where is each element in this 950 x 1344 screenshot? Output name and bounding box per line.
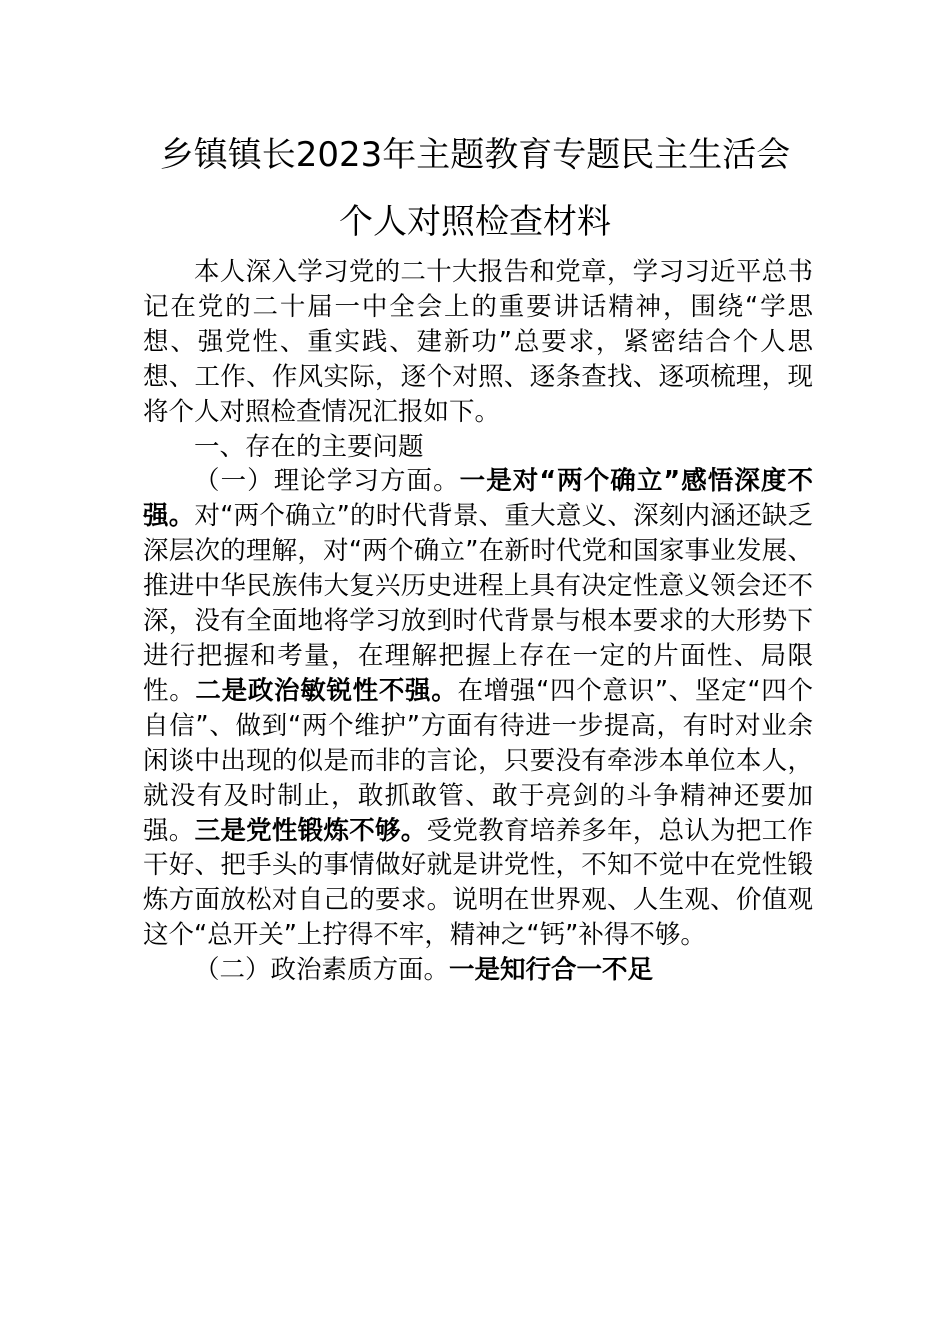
point-heading: 二是政治敏锐性不强。 <box>195 675 458 706</box>
point-heading: 一是知行合一不足 <box>449 955 654 986</box>
point-text: 对“两个确立”的时代背景、重大意义、深刻内涵还缺乏深层次的理解，对“两个确立”在新时代党和国家事业发展、推进中华民族伟大复兴历史进程上具有决定性意义领会还不深，没有全面地将学习放到时代背景与根本要求的大形势下进行把握和考量，在理解把握上存在一定的片面性、局限性。 <box>143 501 813 706</box>
point-text: 受党教育培养多年，总认为把工作干好、把手头的事情做好就是讲党性，不知不觉中在党性锻炼方面放松对自己的要求。说明在世界观、人生观、价值观这个“总开关”上拧得不牢，精神之“钙”补得不够。 <box>143 815 813 951</box>
point-heading: 三是党性锻炼不够。 <box>194 815 427 846</box>
document-title-line-1: 乡镇镇长2023年主题教育专题民主生活会 <box>159 135 791 175</box>
point-text: 在增强“四个意识”、坚定“四个自信”、做到“两个维护”方面有待进一步提高，有时对业余闲谈中出现的似是而非的言论，只要没有牵涉本单位本人，就没有及时制止，敢抓敢管、敢于亮剑的斗争精神还要加强。 <box>143 675 813 846</box>
document-body <box>143 255 813 988</box>
subsection-political-quality <box>143 953 813 988</box>
point-heading: 一是对“两个确立”感悟深度不强。 <box>143 466 813 532</box>
subsection-heading: （一）理论学习方面。 <box>194 466 460 497</box>
intro-paragraph: 本人深入学习党的二十大报告和党章，学习习近平总书记在党的二十届一中全会上的重要讲话精神，围绕“学思想、强党性、重实践、建新功”总要求，紧密结合个人思想、工作、作风实际，逐个对照、逐条查找、逐项梳理，现将个人对照检查情况汇报如下。 <box>143 257 813 427</box>
document-title-line-2: 个人对照检查材料 <box>339 202 611 242</box>
section-heading-problems: 一、存在的主要问题 <box>194 431 424 462</box>
subsection-heading: （二）政治素质方面。 <box>194 955 450 986</box>
subsection-theory-study <box>143 464 813 953</box>
